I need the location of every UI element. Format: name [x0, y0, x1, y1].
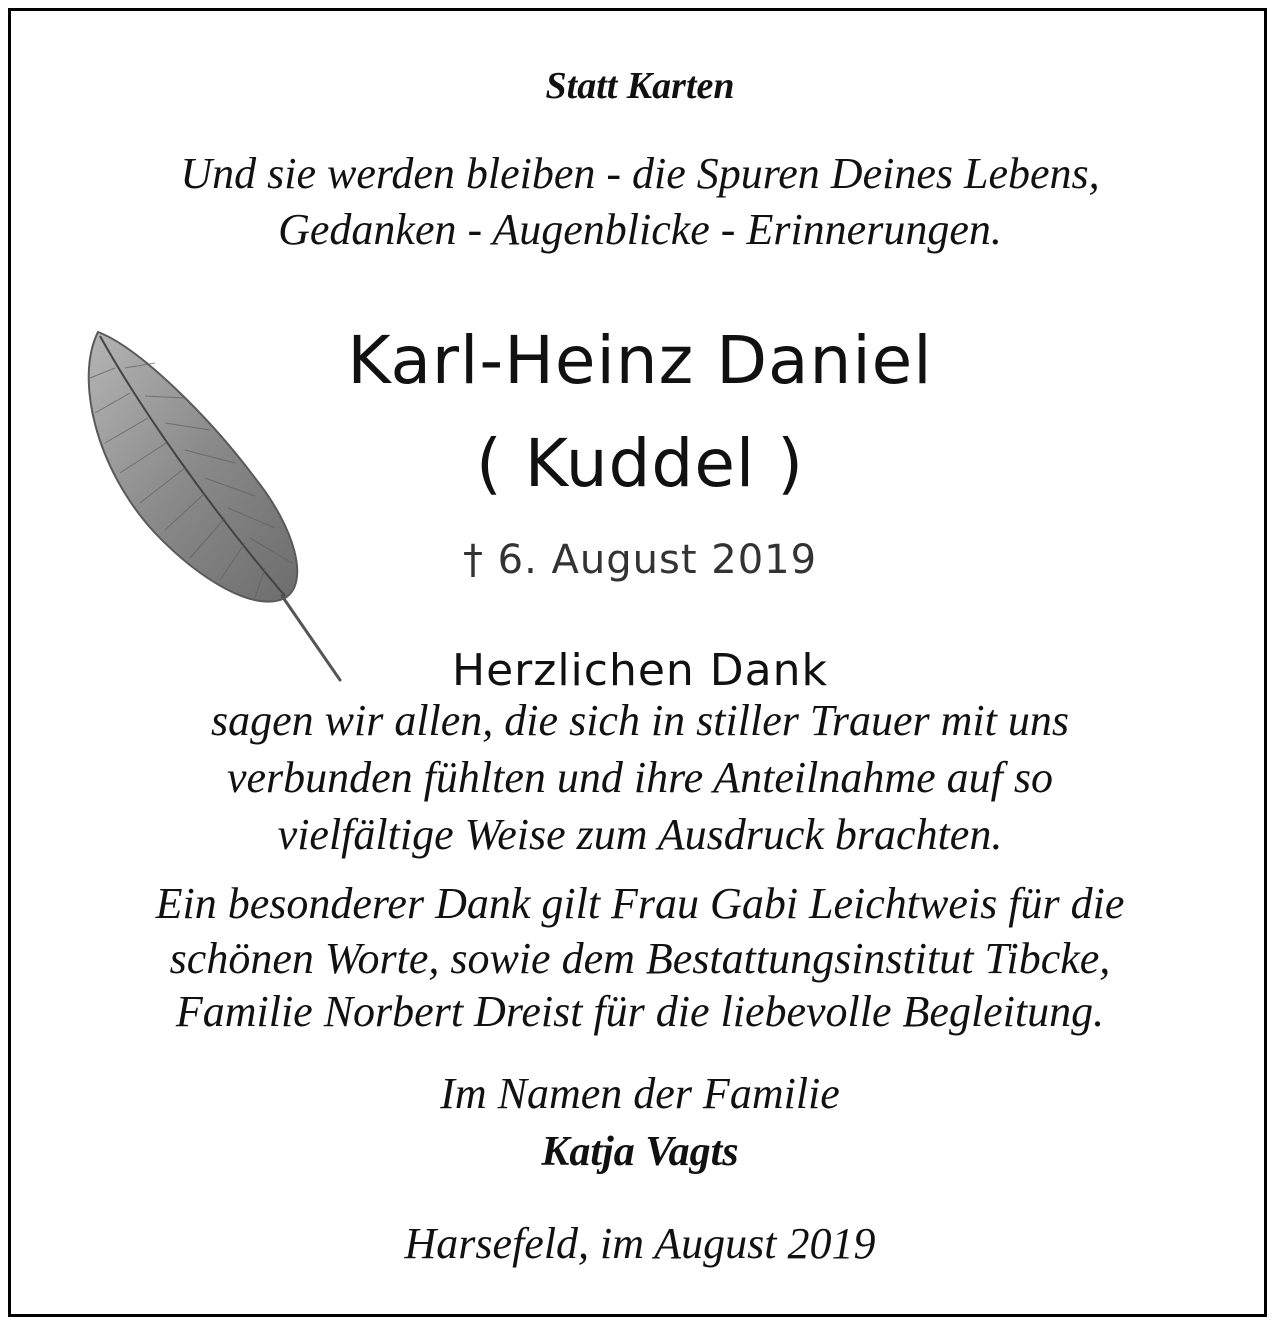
special-thanks-line-2: schönen Worte, sowie dem Bestattungsinstitut Tibcke, — [169, 934, 1111, 983]
special-thanks-line-3: Familie Norbert Dreist für die liebevolle Begleitung. — [175, 987, 1105, 1036]
thanks-line-3: vielfältige Weise zum Ausdruck brachten. — [277, 810, 1003, 859]
family-name: Katja Vagts — [541, 1129, 739, 1175]
thanks-line-1: sagen wir allen, die sich in stiller Trauer mit uns — [210, 696, 1070, 745]
thanks-title: Herzlichen Dank — [451, 645, 829, 696]
special-thanks-line-1: Ein besonderer Dank gilt Frau Gabi Leichtweis für die — [155, 879, 1125, 928]
family-intro: Im Namen der Familie — [440, 1069, 840, 1118]
quote-line-2: Gedanken - Augenblicke - Erinnerungen. — [278, 205, 1002, 254]
deceased-nickname: ( Kuddel ) — [475, 425, 804, 502]
death-date: † 6. August 2019 — [462, 537, 818, 583]
notice-header: Statt Karten — [545, 65, 735, 107]
quote-line-1: Und sie werden bleiben - die Spuren Deines Lebens, — [180, 149, 1100, 198]
deceased-name: Karl-Heinz Daniel — [347, 322, 933, 399]
place-date: Harsefeld, im August 2019 — [404, 1219, 876, 1268]
thanks-line-2: verbunden fühlten und ihre Anteilnahme auf so — [226, 753, 1054, 802]
